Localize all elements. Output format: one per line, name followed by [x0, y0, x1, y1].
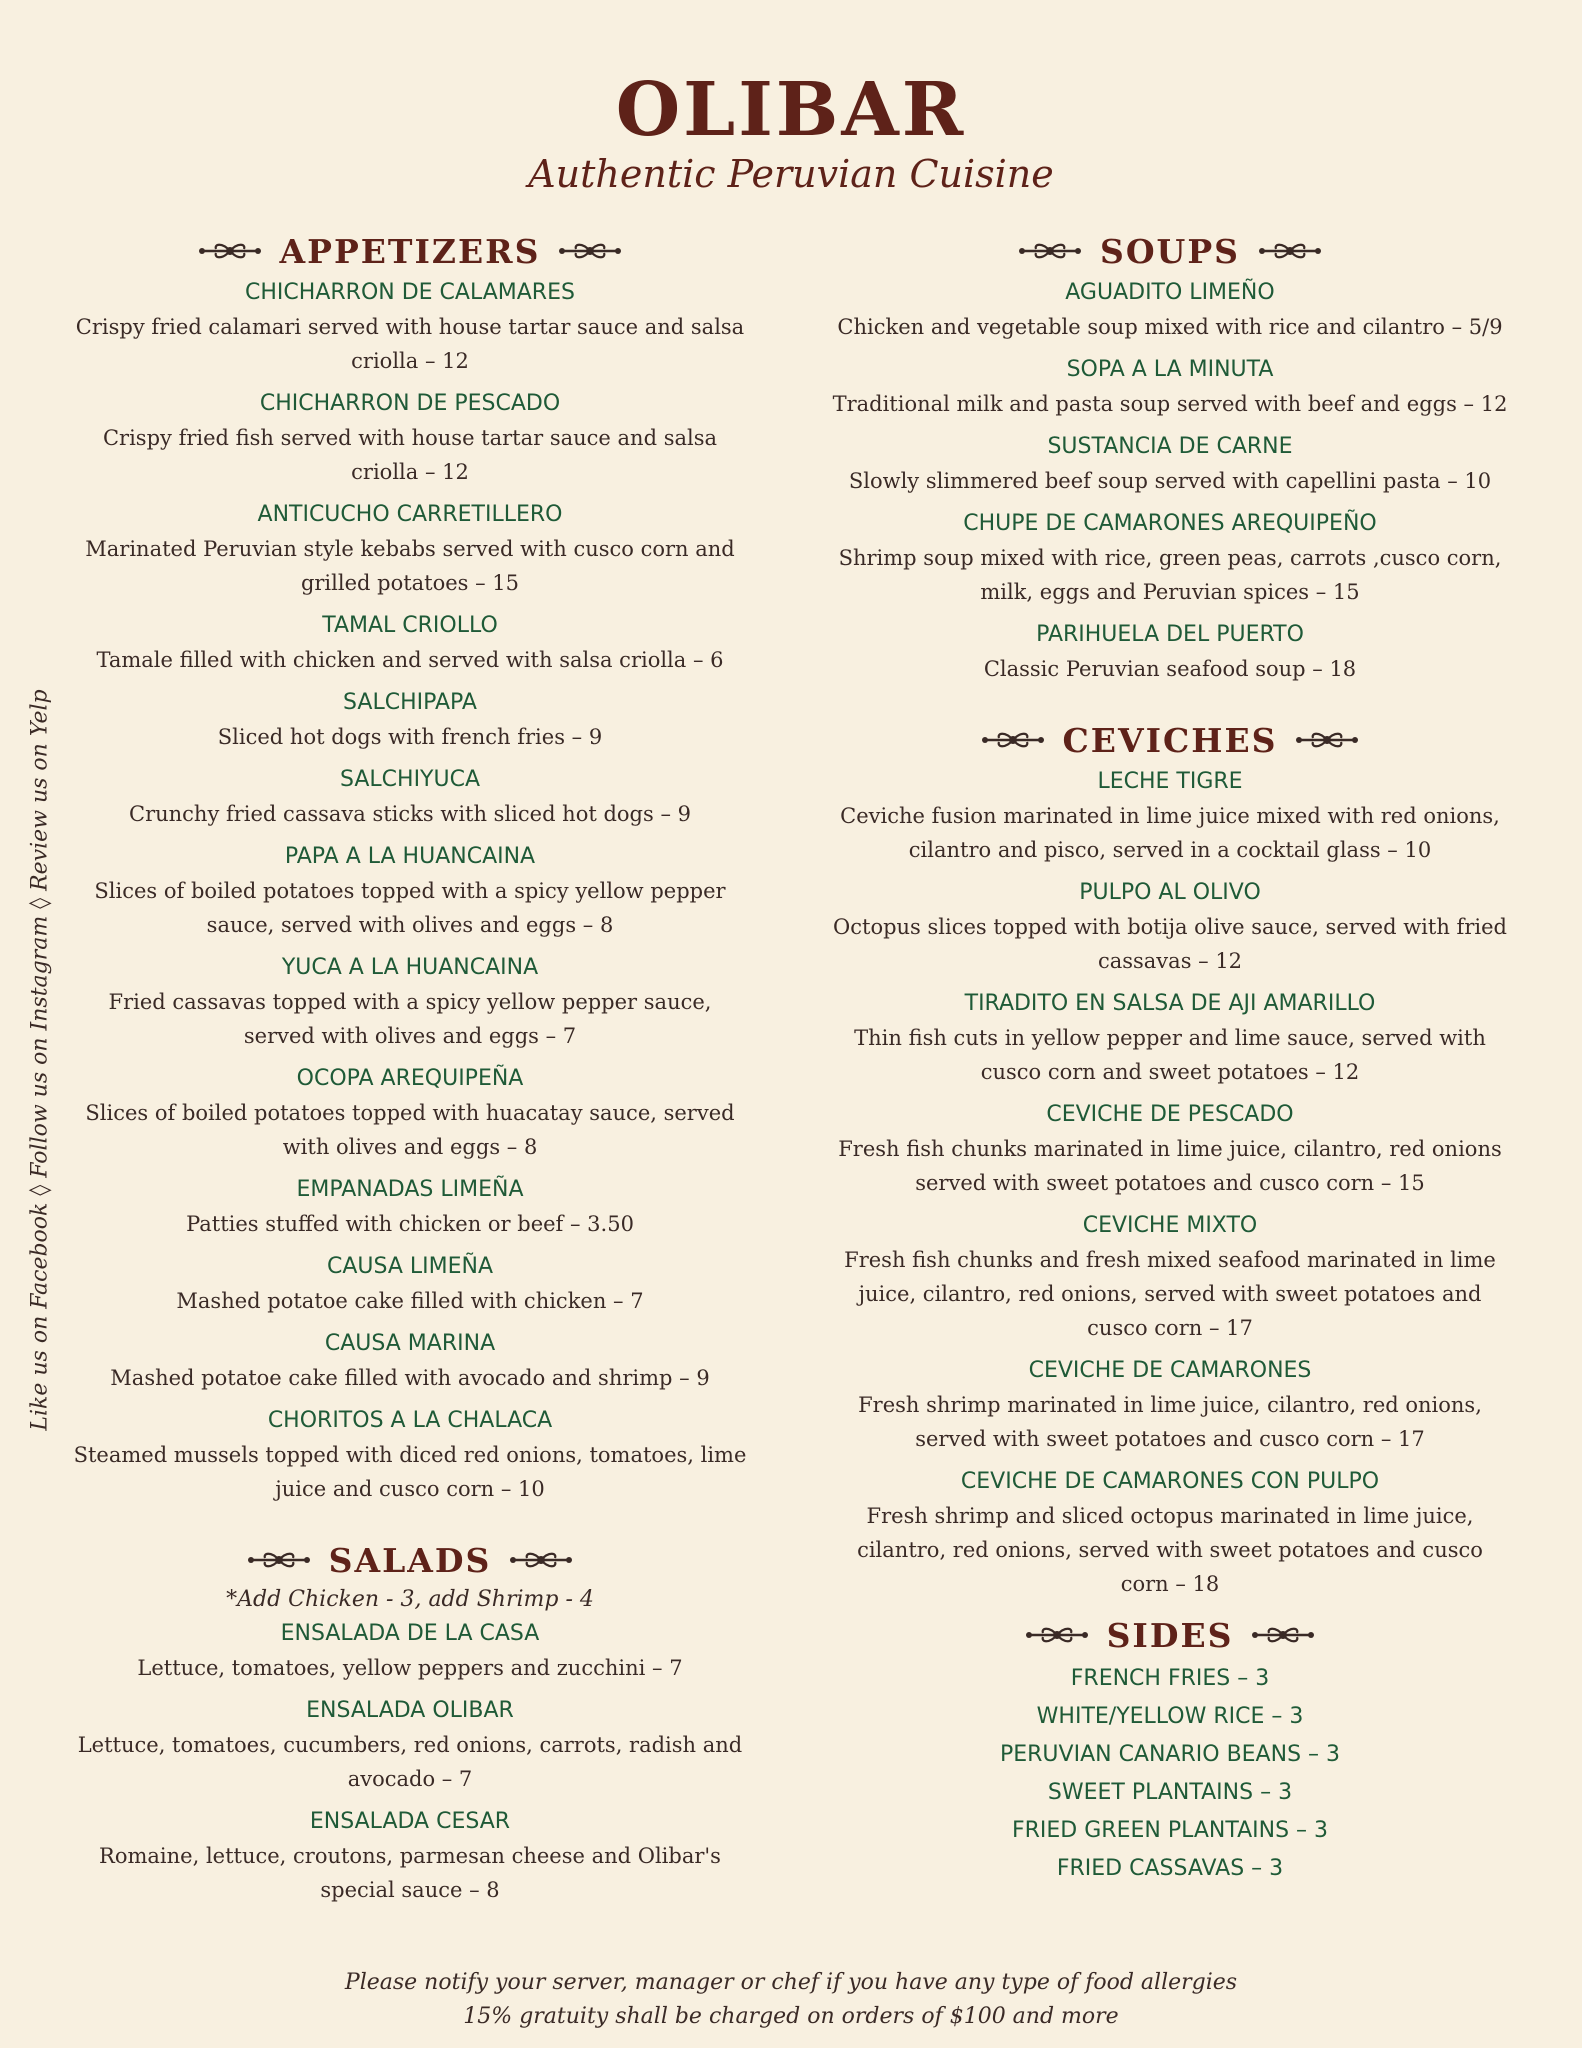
- menu-item-name: CHICHARRON DE PESCADO: [259, 391, 561, 416]
- menu-item-name: CAUSA MARINA: [324, 1331, 496, 1356]
- menu-item-description: Fresh fish chunks and fresh mixed seafood marinated in lime juice, cilantro, red onions, served with sweet potatoes and cusco corn – 17: [844, 1248, 1496, 1340]
- menu-item-description: Patties stuffed with chicken or beef – 3.50: [186, 1212, 634, 1236]
- menu-item-description: Fresh shrimp and sliced octopus marinated in lime juice, cilantro, red onions, served with sweet potatoes and cusco corn – 18: [857, 1504, 1483, 1596]
- salads-add-on-note: *Add Chicken - 3, add Shrimp - 4: [226, 1587, 594, 1612]
- ornament-left-icon: [247, 1549, 311, 1571]
- menu-item-name: TAMAL CRIOLLO: [322, 613, 498, 638]
- menu-item-name: CHUPE DE CAMARONES AREQUIPEÑO: [963, 511, 1377, 536]
- menu-footer: [0, 1966, 1582, 2034]
- menu-item: [70, 763, 750, 831]
- menu-item-name: SOPA A LA MINUTA: [1066, 357, 1274, 382]
- menu-item-description: Ceviche fusion marinated in lime juice mixed with red onions, cilantro and pisco, served in a cocktail glass – 10: [840, 804, 1500, 862]
- menu-item-name: CHICHARRON DE CALAMARES: [245, 280, 575, 305]
- ornament-right-icon: [558, 240, 622, 262]
- social-media-text: Like us on Facebook ◊ Follow us on Instagram ◊ Review us on Yelp: [27, 689, 53, 1431]
- ornament-left-icon: [1025, 1624, 1089, 1646]
- menu-item-name: EMPANADAS LIMEÑA: [296, 1177, 524, 1202]
- menu-item: [830, 1354, 1510, 1456]
- menu-item-description: Slices of boiled potatoes topped with huacatay sauce, served with olives and eggs – 8: [85, 1101, 735, 1159]
- ornament-right-icon: [1295, 729, 1359, 751]
- menu-item: [70, 387, 750, 489]
- menu-item-description: Traditional milk and pasta soup served with beef and eggs – 12: [832, 392, 1508, 416]
- ornament-right-icon: [1258, 240, 1322, 262]
- gratuity-notice: 15% gratuity shall be charged on orders of $100 and more: [463, 2004, 1119, 2029]
- menu-item-name: SALCHIYUCA: [339, 767, 481, 792]
- ornament-left-icon: [981, 729, 1045, 751]
- ornament-left-icon: [198, 240, 262, 262]
- menu-item-description: Classic Peruvian seafood soup – 18: [983, 657, 1357, 681]
- side-item: PERUVIAN CANARIO BEANS – 3: [999, 1742, 1341, 1767]
- appetizers-title: APPETIZERS: [279, 231, 541, 271]
- menu-item-name: CEVICHE DE CAMARONES: [1028, 1358, 1312, 1383]
- menu-item: [70, 1805, 750, 1907]
- menu-item-name: OCOPA AREQUIPEÑA: [296, 1066, 524, 1091]
- menu-item-name: CEVICHE DE PESCADO: [1046, 1102, 1294, 1127]
- menu-item-description: Marinated Peruvian style kebabs served with cusco corn and grilled potatoes – 15: [85, 537, 735, 595]
- menu-item-description: Mashed potatoe cake filled with chicken – 7: [176, 1289, 644, 1313]
- menu-item-name: CHORITOS A LA CHALACA: [267, 1408, 553, 1433]
- soups-title: SOUPS: [1099, 231, 1240, 271]
- ceviches-list: [830, 765, 1510, 1601]
- menu-item-name: CEVICHE MIXTO: [1082, 1213, 1258, 1238]
- menu-item: [830, 1098, 1510, 1200]
- menu-item-name: CAUSA LIMEÑA: [326, 1254, 494, 1279]
- menu-item: [70, 1404, 750, 1506]
- menu-item-description: Chicken and vegetable soup mixed with rice and cilantro – 5/9: [837, 315, 1503, 339]
- ornament-right-icon: [509, 1549, 573, 1571]
- menu-item-description: Crispy fried fish served with house tartar sauce and salsa criolla – 12: [102, 426, 718, 484]
- menu-item: [830, 618, 1510, 686]
- menu-item-description: Crispy fried calamari served with house tartar sauce and salsa criolla – 12: [75, 315, 745, 373]
- side-item: FRENCH FRIES – 3: [1070, 1666, 1270, 1691]
- menu-item-description: Lettuce, tomatoes, yellow peppers and zucchini – 7: [137, 1656, 683, 1680]
- menu-item: [70, 840, 750, 942]
- restaurant-tagline: Authentic Peruvian Cuisine: [528, 152, 1054, 196]
- menu-item-description: Thin fish cuts in yellow pepper and lime sauce, served with cusco corn and sweet potatoes – 12: [854, 1026, 1486, 1084]
- menu-item: [70, 1250, 750, 1318]
- menu-item: [830, 353, 1510, 421]
- menu-item-description: Mashed potatoe cake filled with avocado and shrimp – 9: [110, 1366, 710, 1390]
- menu-header: [0, 67, 1582, 196]
- salads-title: SALADS: [328, 1540, 492, 1580]
- menu-item-name: CEVICHE DE CAMARONES CON PULPO: [960, 1469, 1380, 1494]
- left-column: [70, 226, 750, 1916]
- menu-item: [70, 498, 750, 600]
- menu-item: [830, 987, 1510, 1089]
- menu-item: [830, 430, 1510, 498]
- menu-item-name: ANTICUCHO CARRETILLERO: [257, 502, 563, 527]
- menu-item-description: Romaine, lettuce, croutons, parmesan cheese and Olibar's special sauce – 8: [99, 1844, 721, 1902]
- menu-item-name: LECHE TIGRE: [1097, 769, 1243, 794]
- ornament-right-icon: [1251, 1624, 1315, 1646]
- ceviches-title: CEVICHES: [1062, 720, 1278, 760]
- menu-item: [830, 876, 1510, 978]
- menu-item-description: Fresh shrimp marinated in lime juice, cilantro, red onions, served with sweet potatoes and cusco corn – 17: [858, 1393, 1482, 1451]
- menu-item: [70, 686, 750, 754]
- side-item: FRIED CASSAVAS – 3: [1056, 1856, 1284, 1881]
- menu-item-description: Lettuce, tomatoes, cucumbers, red onions, carrots, radish and avocado – 7: [77, 1733, 743, 1791]
- menu-item: [830, 1465, 1510, 1601]
- salads-heading: [70, 1535, 750, 1585]
- appetizers-heading: [70, 226, 750, 276]
- appetizers-list: [70, 276, 750, 1506]
- menu-item-description: Slices of boiled potatoes topped with a spicy yellow pepper sauce, served with olives and eggs – 8: [94, 879, 726, 937]
- side-item: SWEET PLANTAINS – 3: [1047, 1780, 1293, 1805]
- soups-list: [830, 276, 1510, 686]
- menu-item-description: Crunchy fried cassava sticks with sliced hot dogs – 9: [129, 802, 691, 826]
- menu-item-name: ENSALADA OLIBAR: [306, 1698, 514, 1723]
- menu-item: [70, 609, 750, 677]
- menu-item-description: Fried cassavas topped with a spicy yellow pepper sauce, served with olives and eggs – 7: [108, 990, 712, 1048]
- menu-item: [830, 507, 1510, 609]
- menu-item-name: YUCA A LA HUANCAINA: [281, 955, 539, 980]
- side-item: FRIED GREEN PLANTAINS – 3: [1011, 1818, 1329, 1843]
- side-item: WHITE/YELLOW RICE – 3: [1036, 1704, 1304, 1729]
- soups-heading: [830, 226, 1510, 276]
- menu-item-description: Slowly slimmered beef soup served with capellini pasta – 10: [848, 469, 1492, 493]
- sides-heading: [830, 1610, 1510, 1660]
- menu-item-name: TIRADITO EN SALSA DE AJI AMARILLO: [964, 991, 1376, 1016]
- menu-item-description: Octopus slices topped with botija olive sauce, served with fried cassavas – 12: [833, 915, 1507, 973]
- menu-item-description: Sliced hot dogs with french fries – 9: [217, 725, 603, 749]
- menu-item: [70, 1327, 750, 1395]
- menu-item: [70, 1062, 750, 1164]
- allergy-notice: Please notify your server, manager or chef if you have any type of food allergies: [344, 1970, 1238, 1995]
- menu-item-description: Fresh fish chunks marinated in lime juice, cilantro, red onions served with sweet potatoes and cusco corn – 15: [838, 1137, 1502, 1195]
- menu-item: [830, 1209, 1510, 1345]
- menu-item-name: ENSALADA DE LA CASA: [280, 1621, 540, 1646]
- menu-item-name: SALCHIPAPA: [343, 690, 477, 715]
- menu-item: [70, 276, 750, 378]
- ceviches-heading: [830, 715, 1510, 765]
- menu-item-name: PARIHUELA DEL PUERTO: [1036, 622, 1304, 647]
- menu-item-name: PAPA A LA HUANCAINA: [284, 844, 536, 869]
- menu-item: [70, 951, 750, 1053]
- menu-item: [830, 276, 1510, 344]
- right-column: [830, 226, 1510, 1888]
- salads-list: [70, 1617, 750, 1907]
- menu-item-description: Tamale filled with chicken and served with salsa criolla – 6: [96, 648, 724, 672]
- menu-item: [70, 1617, 750, 1685]
- sides-list: [830, 1660, 1510, 1888]
- menu-item: [830, 765, 1510, 867]
- menu-item-name: AGUADITO LIMEÑO: [1065, 280, 1275, 305]
- restaurant-name: OLIBAR: [615, 67, 967, 153]
- menu-item-name: ENSALADA CESAR: [309, 1809, 511, 1834]
- menu-item-description: Shrimp soup mixed with rice, green peas, carrots ,cusco corn, milk, eggs and Peruvian spices – 15: [838, 546, 1502, 604]
- menu-item: [70, 1694, 750, 1796]
- menu-item-name: SUSTANCIA DE CARNE: [1047, 434, 1293, 459]
- ornament-left-icon: [1018, 240, 1082, 262]
- menu-item-name: PULPO AL OLIVO: [1079, 880, 1261, 905]
- menu-item-description: Steamed mussels topped with diced red onions, tomatoes, lime juice and cusco corn – 10: [73, 1443, 747, 1501]
- menu-item: [70, 1173, 750, 1241]
- sides-title: SIDES: [1106, 1615, 1234, 1655]
